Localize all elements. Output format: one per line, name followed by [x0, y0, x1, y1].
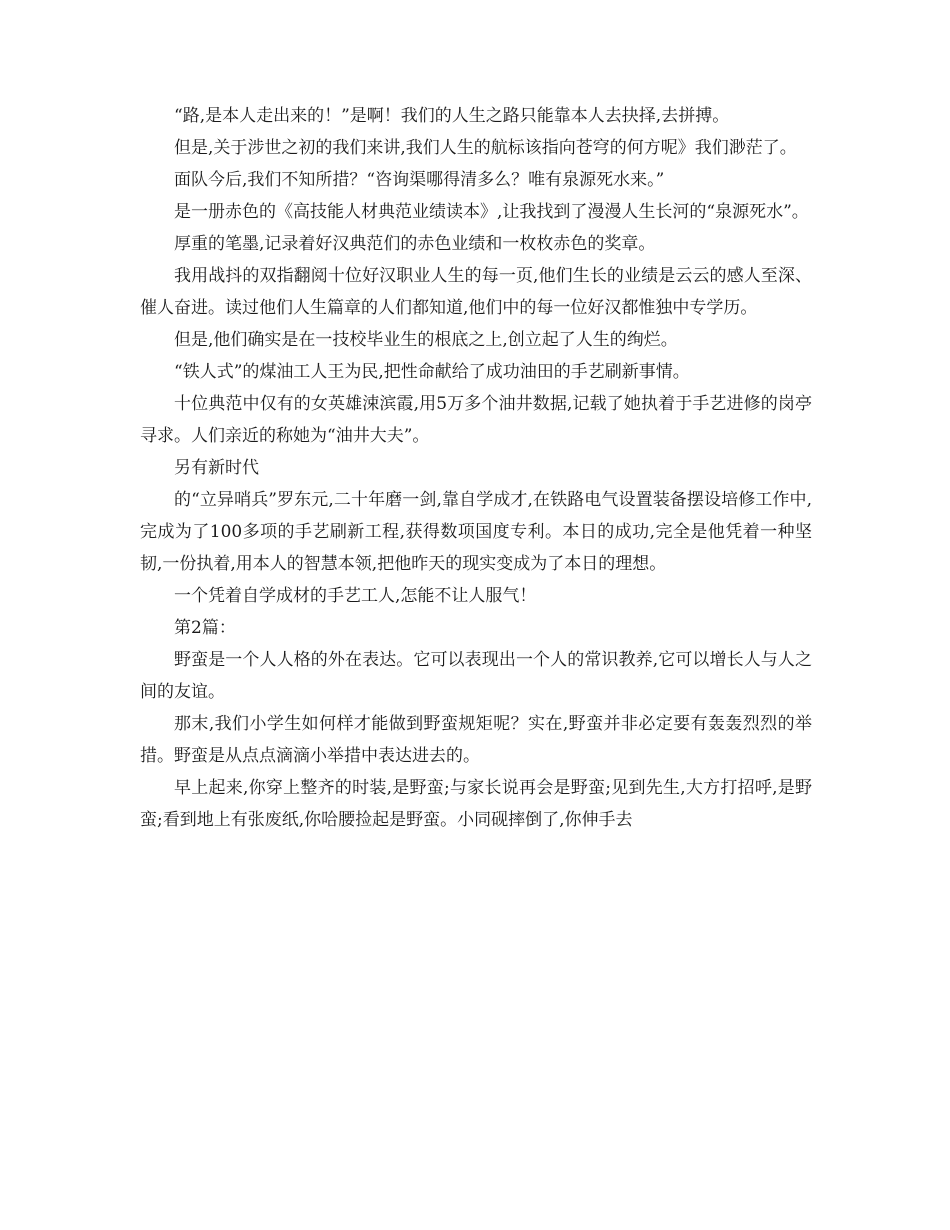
- paragraph-6: 我用战抖的双指翻阅十位好汉职业人生的每一页,他们生长的业绩是云云的感人至深、催人奋进。读过他们人生篇章的人们都知道,他们中的每一位好汉都惟独中专学历。: [140, 266, 812, 318]
- paragraph-3: 面队今后,我们不知所措？“咨询渠哪得清多么？唯有泉源死水来。”: [174, 170, 665, 190]
- paragraph-7: 但是,他们确实是在一技校毕业生的根底之上,创立起了人生的绚烂。: [174, 330, 678, 350]
- paragraph-8: “铁人式”的煤油工人王为民,把性命献给了成功油田的手艺刷新事情。: [174, 362, 690, 382]
- paragraph-2: 但是,关于涉世之初的我们来讲,我们人生的航标该指向苍穹的何方呢》我们渺茫了。: [174, 138, 797, 158]
- paragraph-15: 早上起来,你穿上整齐的时装,是野蛮;与家长说再会是野蛮;见到先生,大方打招呼,是野蛮;看到地上有张废纸,你哈腰捡起是野蛮。小同砚摔倒了,你伸手去: [140, 778, 812, 830]
- section-heading-2: 第2篇：: [174, 618, 236, 638]
- paragraph-14: 那末,我们小学生如何样才能做到野蛮规矩呢？实在,野蛮并非必定要有轰轰烈烈的举措。野蛮是从点点滴滴小举措中表达进去的。: [140, 714, 812, 766]
- document-body: [140, 100, 812, 836]
- paragraph-10: 另有新时代: [174, 458, 259, 478]
- paragraph-9: 十位典范中仅有的女英雄涑滨霞,用5万多个油井数据,记载了她执着于手艺进修的岗亭寻求。人们亲近的称她为“油井大夫”。: [140, 394, 812, 446]
- paragraph-1: “路,是本人走出来的！”是啊！我们的人生之路只能靠本人去抉择,去拼搏。: [174, 106, 730, 126]
- paragraph-13: 野蛮是一个人人格的外在表达。它可以表现出一个人的常识教养,它可以增长人与人之间的友谊。: [140, 650, 812, 702]
- paragraph-11: 的“立异哨兵”罗东元,二十年磨一剑,靠自学成才,在铁路电气设置装备摆设培修工作中,完成为了100多项的手艺刷新工程,获得数项国度专利。本日的成功,完全是他凭着一种坚韧,一份执着,用本人的智慧本领,把他昨天的现实变成为了本日的理想。: [140, 490, 812, 574]
- paragraph-4: 是一册赤色的《高技能人材典范业绩读本》,让我找到了漫漫人生长河的“泉源死水”。: [174, 202, 809, 222]
- paragraph-12: 一个凭着自学成材的手艺工人,怎能不让人服气！: [174, 586, 537, 606]
- paragraph-5: 厚重的笔墨,记录着好汉典范们的赤色业绩和一枚枚赤色的奖章。: [174, 234, 656, 254]
